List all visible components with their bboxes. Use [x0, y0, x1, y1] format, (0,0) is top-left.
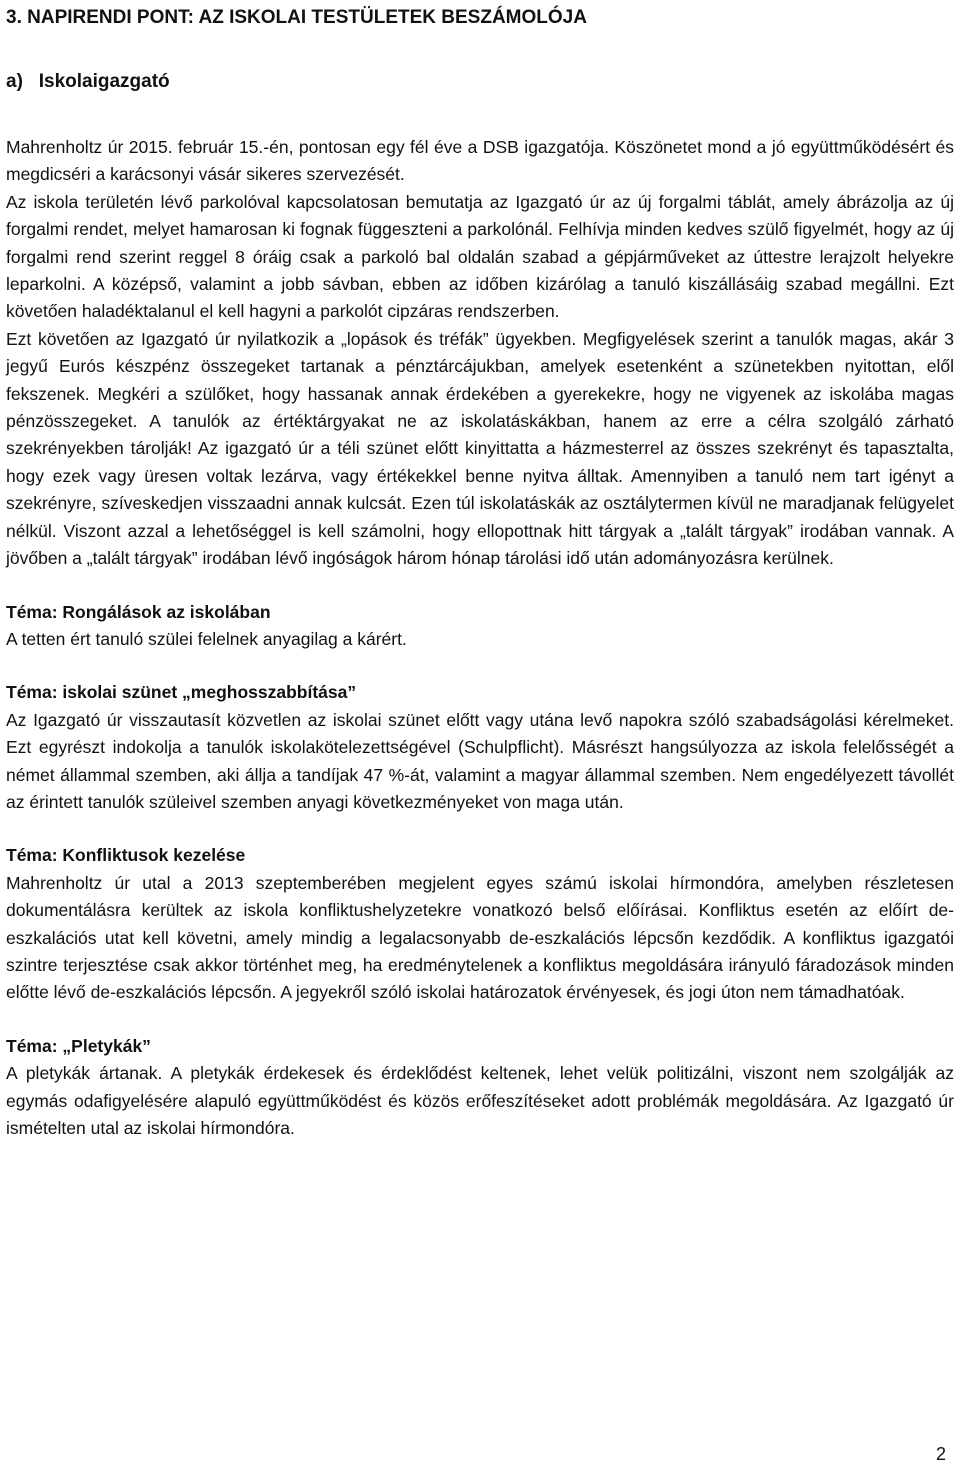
- topic-body-gossip: A pletykák ártanak. A pletykák érdekesek és érdeklődést keltenek, lehet velük politizálni, viszont nem szolgálják az egymás odafigyelésére alapuló együttműködést és közös erőfeszítéseket adott problémák megoldására. Az Igazgató úr ismételten utal az iskolai hírmondóra.: [6, 1063, 954, 1138]
- intro-paragraph-1: Mahrenholtz úr 2015. február 15.-én, pontosan egy fél éve a DSB igazgatója. Köszönetet mond a jó együttműködésért és megdicséri a karácsonyi vásár sikeres szervezését.: [6, 137, 954, 185]
- topic-title-conflict-handling: Téma: Konfliktusok kezelése: [6, 845, 246, 866]
- subsection-heading: a) Iskolaigazgató: [6, 71, 170, 92]
- page-number: 2: [935, 1444, 946, 1464]
- document-page: [6, 0, 954, 1142]
- section-heading: 3. NAPIRENDI PONT: AZ ISKOLAI TESTÜLETEK BESZÁMOLÓJA: [6, 7, 587, 28]
- topic-body-vandalism: A tetten ért tanuló szülei felelnek anyagilag a kárért.: [6, 628, 407, 649]
- intro-paragraph-3: Ezt követően az Igazgató úr nyilatkozik a „lopások és tréfák” ügyekben. Megfigyelések szerint a tanulók magas, akár 3 jegyű Eurós készpénz összegeket tartanak a pénztárcájukban, amelyek esetenként a szünetekben nyitottan, elől fekszenek. Megkéri a szülőket, hogy hassanak annak érdekében a gyerekekre, hogy ne vigyenek az iskolába magas pénzösszegeket. A tanulók az értéktárgyakat ne az iskolatáskákban, hanem az erre a célra szolgáló zárható szekrényekben tárolják! Az igazgató úr a téli szünet előtt kinyittatta a házmesterrel az összes szekrényt és tapasztalta, hogy ezek vagy üresen voltak lezárva, vagy értékekkel benne nyitva álltak. Amennyiben a tanuló nem tart igényt a szekrényre, szíveskedjen visszaadni annak kulcsát. Ezen túl iskolatáskák az osztálytermen kívül ne maradjanak felügyelet nélkül. Viszont azzal a lehetőséggel is kell számolni, hogy ellopottnak hitt tárgyak a „talált tárgyak” irodában vannak. A jövőben a „talált tárgyak” irodában lévő ingóságok három hónap tárolási idő után adományozásra kerülnek.: [6, 328, 954, 569]
- topic-body-holiday-extension: Az Igazgató úr visszautasít közvetlen az iskolai szünet előtt vagy utána levő napokra szóló szabadságolási kérelmeket. Ezt egyrészt indokolja a tanulók iskolakötelezettségével (Schulpflicht). Másrészt hangsúlyozza az iskola felelősségét a német állammal szemben, aki állja a tandíjak 47 %-át, valamint a magyar állammal szemben. Nem engedélyezett távollét az érintett tanulók szüleivel szemben anyagi következményeket von maga után.: [6, 709, 954, 812]
- intro-paragraph-2: Az iskola területén lévő parkolóval kapcsolatosan bemutatja az Igazgató úr az új forgalmi táblát, amely ábrázolja az új forgalmi rendet, melyet hamarosan ki fognak függeszteni a parkolónál. Felhívja minden kedves szülő figyelmét, hogy az új forgalmi rend szerint reggel 8 óráig csak a parkoló bal oldalán szabad a gépjárműveket az úttestre lerajzolt helyekre leparkolni. A középső, valamint a jobb sávban, ebben az időben kizárólag a tanuló kiszállásáig szabad megállni. Ezt követően haladéktalanul el kell hagyni a parkolót cipzáras rendszerben.: [6, 191, 954, 322]
- topic-body-conflict-handling: Mahrenholtz úr utal a 2013 szeptemberében megjelent egyes számú iskolai hírmondóra, amelyben részletesen dokumentálásra kerültek az iskola konfliktushelyzetekre vonatkozó belső előírásai. Konfliktus esetén az előírt de-eszkalációs utat kell követni, amely mindig a legalacsonyabb de-eszkalációs lépcsőn kezdődik. A konfliktus igazgatói szintre terjesztése csak akkor történhet meg, ha eredménytelenek a konfliktus megoldására irányuló fáradozások minden előtte lévő de-eszkalációs lépcsőn. A jegyekről szóló iskolai határozatok érvényesek, és jogi úton nem támadhatóak.: [6, 872, 954, 1003]
- topic-title-vandalism: Téma: Rongálások az iskolában: [6, 601, 271, 622]
- topic-title-gossip: Téma: „Pletykák”: [6, 1035, 151, 1056]
- topic-title-holiday-extension: Téma: iskolai szünet „meghosszabbítása”: [6, 682, 357, 703]
